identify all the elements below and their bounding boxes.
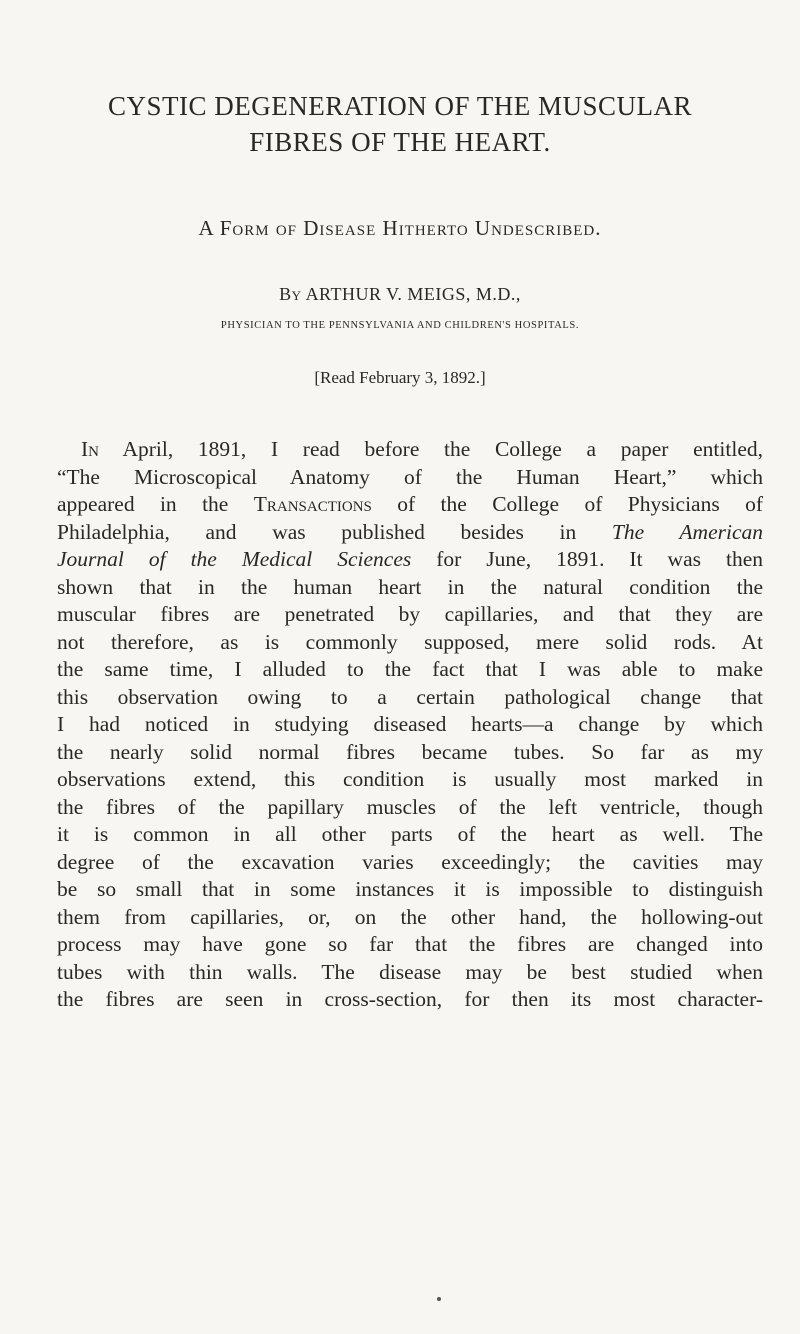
author-affiliation: PHYSICIAN TO THE PENNSYLVANIA AND CHILDREN'S HOSPITALS. [220,320,580,331]
author-name: ARTHUR V. MEIGS, M.D., [305,284,521,304]
title-line-2: FIBRES OF THE HEART. [249,127,551,157]
article-title [60,88,740,160]
body-line-text: appeared in the [57,492,254,516]
body-line [57,491,763,519]
body-paragraph [57,436,763,1014]
body-line-text: April, 1891, I read before the College a paper entitled, [99,437,763,461]
byline [40,284,760,305]
body-line: muscular fibres are penetrated by capillaries, and that they are [57,602,763,626]
body-line-text: Philadelphia, and was published besides in [57,519,612,544]
body-line: observations extend, this condition is usually most marked in [57,767,763,791]
byline-prefix: By [279,284,302,304]
body-line [57,546,763,574]
body-line [57,436,763,464]
body-line: degree of the excavation varies exceedingly; the cavities may [57,849,763,874]
body-line-text: for June, 1891. It was then [411,547,763,571]
transactions-title: Transactions [253,492,372,516]
body-line: “The Microscopical Anatomy of the Human Heart,” which [57,464,763,489]
body-line: the nearly solid normal fibres became tubes. So far as my [57,739,763,764]
body-line: shown that in the human heart in the natural condition the [57,574,763,599]
body-line: I had noticed in studying diseased hearts—a change by which [57,712,763,736]
body-line: them from capillaries, or, on the other hand, the hollowing-out [57,904,763,929]
ink-dot [437,1297,441,1301]
body-line: be so small that in some instances it is impossible to distinguish [57,877,763,901]
body-line: not therefore, as is commonly supposed, mere solid rods. At [57,629,763,654]
body-line-text: of the College of Physicians of [371,492,763,516]
body-line: the same time, I alluded to the fact that I was able to make [57,657,763,681]
body-line: the fibres are seen in cross-section, for then its most character- [57,987,763,1011]
body-line [57,519,763,547]
drop-word: In [81,437,99,461]
journal-title: Journal of the Medical Sciences [57,547,412,571]
body-line: process may have gone so far that the fibres are changed into [57,932,763,956]
title-line-1: CYSTIC DEGENERATION OF THE MUSCULAR [107,91,693,121]
article-subtitle: A Form of Disease Hitherto Undescribed. [198,216,602,240]
body-line: tubes with thin walls. The disease may be best studied when [57,959,763,984]
read-date: [Read February 3, 1892.] [314,368,486,387]
body-line: it is common in all other parts of the heart as well. The [57,822,763,846]
body-line: the fibres of the papillary muscles of the left ventricle, though [57,794,763,819]
body-line: this observation owing to a certain pathological change that [57,684,763,709]
journal-title: The American [611,519,763,544]
